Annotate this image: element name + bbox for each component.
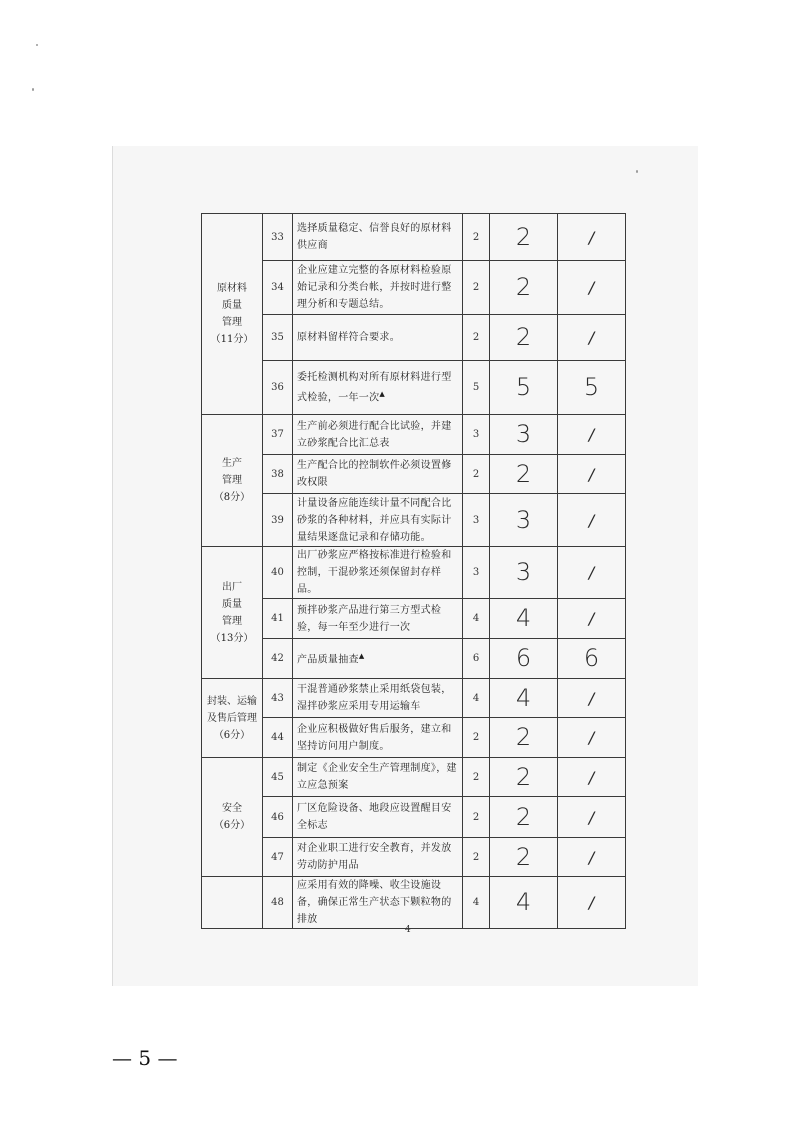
scoring-table: [201, 213, 626, 929]
table-row: [202, 758, 626, 797]
max-points-cell: 3: [463, 494, 490, 547]
outer-page-number: — 5 —: [112, 1046, 178, 1070]
requirement-cell: [293, 261, 463, 315]
requirement-cell: [293, 718, 463, 758]
item-number-cell: 43: [263, 679, 293, 718]
max-points-cell: 5: [463, 361, 490, 415]
item-number-cell: 37: [263, 415, 293, 455]
requirement-cell: [293, 838, 463, 877]
handwritten-result-cell: /: [558, 455, 626, 494]
table-row: [202, 679, 626, 718]
table-row: [202, 494, 626, 547]
item-number-cell: 44: [263, 718, 293, 758]
handwritten-score-cell: 2: [490, 797, 558, 838]
scoring-table-body: [202, 214, 626, 929]
table-row: [202, 639, 626, 679]
handwritten-result-cell: /: [558, 797, 626, 838]
max-points-cell: 2: [463, 797, 490, 838]
handwritten-result-cell: /: [558, 415, 626, 455]
table-row: [202, 261, 626, 315]
item-number-cell: 39: [263, 494, 293, 547]
requirement-text: 生产配合比的控制软件必须设置修改权限: [297, 460, 452, 488]
handwritten-result-cell: /: [558, 261, 626, 315]
table-row: [202, 877, 626, 929]
table-row: [202, 797, 626, 838]
item-number-cell: 40: [263, 547, 293, 599]
requirement-cell: [293, 315, 463, 361]
item-number-cell: 47: [263, 838, 293, 877]
handwritten-score-cell: 3: [490, 547, 558, 599]
requirement-cell: [293, 599, 463, 639]
requirement-text: 生产前必须进行配合比试验，并建立砂浆配合比汇总表: [297, 420, 452, 449]
max-points-cell: 2: [463, 315, 490, 361]
requirement-text: 出厂砂浆应严格按标准进行检验和控制，干混砂浆还须保留封存样品。: [297, 550, 452, 595]
max-points-cell: 2: [463, 838, 490, 877]
max-points-cell: 2: [463, 261, 490, 315]
handwritten-result-cell: /: [558, 838, 626, 877]
max-points-cell: 3: [463, 415, 490, 455]
handwritten-score-cell: 2: [490, 718, 558, 758]
category-cell: 出厂 质量 管理 （13分）: [202, 547, 263, 679]
handwritten-score-cell: 2: [490, 214, 558, 261]
requirement-cell: [293, 679, 463, 718]
scan-speck: [36, 44, 38, 46]
handwritten-score-cell: 4: [490, 679, 558, 718]
handwritten-score-cell: 3: [490, 494, 558, 547]
requirement-cell: [293, 639, 463, 679]
requirement-text: 预拌砂浆产品进行第三方型式检验，每一年至少进行一次: [297, 604, 442, 633]
requirement-text: 对企业职工进行安全教育，并发放劳动防护用品: [297, 843, 452, 871]
scan-speck: [32, 88, 34, 91]
table-row: [202, 214, 626, 261]
handwritten-score-cell: 5: [490, 361, 558, 415]
requirement-text: 选择质量稳定、信誉良好的原材料供应商: [297, 223, 452, 251]
requirement-text: 产品质量抽查: [297, 654, 359, 666]
handwritten-score-cell: 4: [490, 877, 558, 929]
handwritten-result-cell: /: [558, 718, 626, 758]
handwritten-score-cell: 2: [490, 261, 558, 315]
scan-speck: [636, 170, 638, 173]
inner-page-number: 4: [405, 925, 411, 935]
max-points-cell: 4: [463, 877, 490, 929]
category-cell: [202, 877, 263, 929]
handwritten-result-cell: /: [558, 599, 626, 639]
handwritten-score-cell: 3: [490, 415, 558, 455]
requirement-cell: [293, 494, 463, 547]
handwritten-score-cell: 6: [490, 639, 558, 679]
handwritten-result-cell: /: [558, 877, 626, 929]
table-row: [202, 315, 626, 361]
requirement-cell: [293, 547, 463, 599]
handwritten-result-cell: /: [558, 679, 626, 718]
table-row: [202, 718, 626, 758]
handwritten-score-cell: 2: [490, 315, 558, 361]
item-number-cell: 35: [263, 315, 293, 361]
item-number-cell: 48: [263, 877, 293, 929]
table-row: [202, 415, 626, 455]
category-cell: 封装、运输 及售后管理 （6分）: [202, 679, 263, 758]
requirement-text: 厂区危险设备、地段应设置醒目安全标志: [297, 803, 452, 831]
handwritten-score-cell: 2: [490, 758, 558, 797]
max-points-cell: 3: [463, 547, 490, 599]
table-row: [202, 455, 626, 494]
requirement-text: 应采用有效的降噪、收尘设施设备，确保正常生产状态下颗粒物的排放: [297, 880, 452, 925]
max-points-cell: 4: [463, 679, 490, 718]
category-cell: 原材料 质量 管理 （11分）: [202, 214, 263, 415]
requirement-cell: [293, 877, 463, 929]
table-row: [202, 547, 626, 599]
requirement-cell: [293, 361, 463, 415]
max-points-cell: 2: [463, 455, 490, 494]
max-points-cell: 2: [463, 758, 490, 797]
requirement-text: 企业应积极做好售后服务，建立和坚持访问用户制度。: [297, 723, 452, 752]
item-number-cell: 45: [263, 758, 293, 797]
handwritten-result-cell: 6: [558, 639, 626, 679]
requirement-text: 制定《企业安全生产管理制度》，建立应急预案: [297, 763, 457, 791]
category-cell: 生产 管理 （8分）: [202, 415, 263, 547]
handwritten-result-cell: /: [558, 214, 626, 261]
requirement-text: 干混普通砂浆禁止采用纸袋包装，湿拌砂浆应采用专用运输车: [297, 684, 452, 712]
handwritten-score-cell: 4: [490, 599, 558, 639]
item-number-cell: 41: [263, 599, 293, 639]
handwritten-result-cell: /: [558, 494, 626, 547]
category-cell: 安全 （6分）: [202, 758, 263, 877]
item-number-cell: 33: [263, 214, 293, 261]
item-number-cell: 34: [263, 261, 293, 315]
max-points-cell: 4: [463, 599, 490, 639]
requirement-text: 委托检测机构对所有原材料进行型式检验，一年一次: [297, 371, 452, 404]
handwritten-result-cell: /: [558, 758, 626, 797]
item-number-cell: 46: [263, 797, 293, 838]
requirement-cell: [293, 415, 463, 455]
handwritten-score-cell: 2: [490, 838, 558, 877]
max-points-cell: 6: [463, 639, 490, 679]
item-number-cell: 42: [263, 639, 293, 679]
requirement-cell: [293, 797, 463, 838]
handwritten-result-cell: /: [558, 315, 626, 361]
handwritten-result-cell: /: [558, 547, 626, 599]
handwritten-score-cell: 2: [490, 455, 558, 494]
item-number-cell: 36: [263, 361, 293, 415]
requirement-cell: [293, 455, 463, 494]
max-points-cell: 2: [463, 214, 490, 261]
requirement-cell: [293, 758, 463, 797]
requirement-text: 原材料留样符合要求。: [297, 332, 400, 343]
table-row: [202, 838, 626, 877]
key-item-triangle-icon: ▲: [358, 652, 365, 661]
requirement-text: 企业应建立完整的各原材料检验原始记录和分类台帐，并按时进行整理分析和专题总结。: [297, 265, 452, 310]
handwritten-result-cell: 5: [558, 361, 626, 415]
table-row: [202, 361, 626, 415]
table-row: [202, 599, 626, 639]
requirement-text: 计量设备应能连续计量不同配合比砂浆的各种材料，并应具有实际计量结果逐盘记录和存储功能。: [297, 497, 452, 543]
item-number-cell: 38: [263, 455, 293, 494]
max-points-cell: 2: [463, 718, 490, 758]
requirement-cell: [293, 214, 463, 261]
key-item-triangle-icon: ▲: [379, 389, 386, 398]
